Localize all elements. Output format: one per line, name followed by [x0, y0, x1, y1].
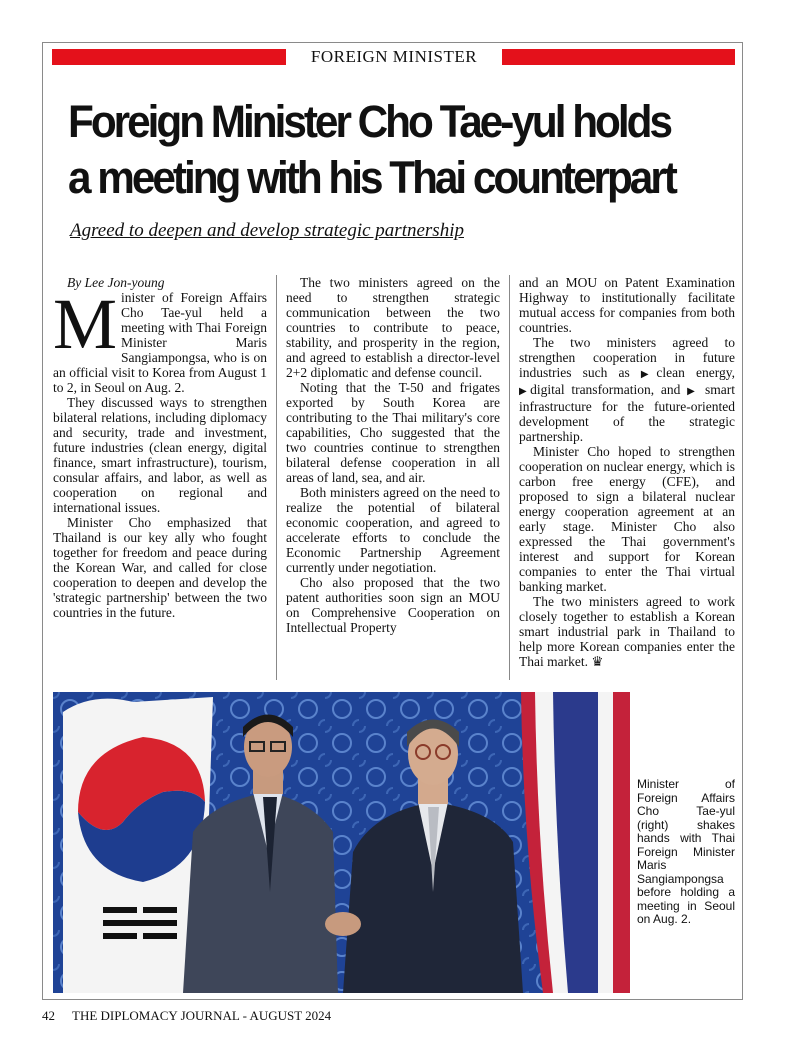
photo-caption: Minister of Foreign Affairs Cho Tae-yul (right) shakes hands with Thai Foreign Minister Maris Sangiampongsa before holding a meeting in Seoul on Aug. 2. — [637, 777, 735, 926]
bullet-text: smart infrastructure for the future-oriented development of the strategic partnership. — [519, 382, 735, 444]
page-footer — [42, 1008, 331, 1024]
headline-line-1: Foreign Minister Cho Tae-yul holds — [68, 96, 670, 147]
article-column-2 — [286, 275, 500, 635]
subheadline: Agreed to deepen and develop strategic partnership — [70, 220, 464, 241]
article-column-1 — [53, 275, 267, 620]
paragraph — [519, 594, 735, 669]
headline-line-2: a meeting with his Thai counterpart — [68, 152, 675, 203]
byline: By Lee Jon-young — [67, 275, 165, 290]
paragraph: They discussed ways to strengthen bilateral relations, including diplomacy and security, trade and investment, future industries (clean energy, digital finance, smart infrastructure), tourism, consular affairs, and labor, as well as cooperation on regional and international issues. — [53, 395, 267, 515]
bullet-triangle-icon: ▶ — [640, 369, 657, 380]
paragraph — [519, 335, 735, 444]
handshake — [325, 912, 361, 936]
article-column-3 — [519, 275, 735, 669]
paragraph: Both ministers agreed on the need to realize the potential of bilateral economic cooperation, and agreed to accelerate efforts to conclude the Economic Partnership Agreement currently under negotiation. — [286, 485, 500, 575]
paragraph: Noting that the T-50 and frigates exported by South Korea are contributing to the Thai military's core capabilities, Cho suggested that the two countries continue to strengthen bilateral defense cooperation in all areas of land, sea, and air. — [286, 380, 500, 485]
paragraph: Minister Cho emphasized that Thailand is our key ally who fought together for freedom and peace during the Korean War, and called for close cooperation to deepen and develop the 'strategic partnership' between the two countries in the future. — [53, 515, 267, 620]
paragraph-text: The two ministers agreed to strengthen cooperation in future industries such as — [519, 335, 735, 380]
paragraph — [53, 284, 267, 395]
bullet-text: clean energy, — [656, 365, 735, 380]
paragraph-text: The two ministers agreed to work closely together to establish a Korean smart industrial park in Thailand to help more Korean companies enter the Thai market. — [519, 594, 735, 669]
end-mark-icon: ♛ — [591, 654, 604, 669]
section-label: FOREIGN MINISTER — [310, 47, 478, 66]
section-accent-bar-right — [502, 49, 735, 65]
handshake-photo-illustration — [53, 692, 630, 993]
headline — [68, 94, 707, 206]
paragraph: Minister Cho hoped to strengthen cooperation on nuclear energy, which is carbon free energy (CFE), and proposed to sign a bilateral nuclear energy cooperation agreement at an early stage. Minister Cho also expressed the Thai government's interest and support for Korean companies to enter the Thai virtual banking market. — [519, 444, 735, 594]
column-divider — [509, 275, 510, 680]
page-number: 42 — [42, 1008, 55, 1023]
bullet-triangle-icon: ▶ — [687, 386, 699, 397]
paragraph-text: inister of Foreign Affairs Cho Tae-yul held a meeting with Thai Foreign Minister Maris Sangiampongsa, who is on an official visit to Korea from August 1 to 2, in Seoul on Aug. 2. — [53, 290, 267, 395]
section-accent-bar-left — [52, 49, 286, 65]
column-divider — [276, 275, 277, 680]
article-photo — [53, 692, 630, 993]
paragraph: and an MOU on Patent Examination Highway to institutionally facilitate mutual access for companies from both countries. — [519, 275, 735, 335]
bullet-triangle-icon: ▶ — [519, 386, 531, 397]
paragraph: The two ministers agreed on the need to strengthen strategic communication between the two countries to contribute to peace, stability, and prosperity in the region, and agreed to establish a director-level 2+2 diplomatic and defense council. — [286, 275, 500, 380]
drop-cap: M — [53, 284, 118, 364]
paragraph: Cho also proposed that the two patent authorities soon sign an MOU on Comprehensive Cooperation on Intellectual Property — [286, 575, 500, 635]
bullet-text: digital transformation, and — [530, 382, 681, 397]
publication-name: THE DIPLOMACY JOURNAL - AUGUST 2024 — [72, 1008, 332, 1023]
